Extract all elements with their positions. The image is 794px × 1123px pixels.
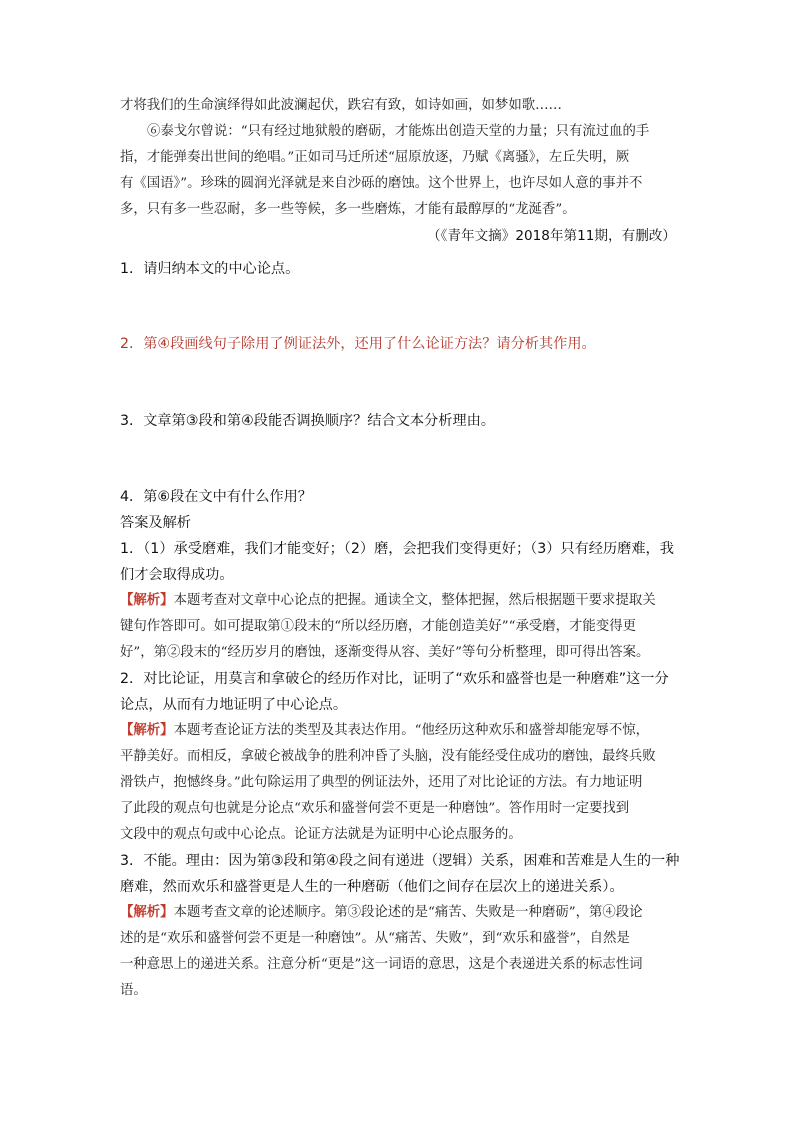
passage-line: 指，才能弹奏出世间的绝唱。”正如司马迁所述“屈原放逐，乃赋《离骚》，左丘失明，厥 [120,150,630,165]
analysis-tag: 【解析】 [120,905,174,920]
question-1: 1．请归纳本文的中心论点。 [120,261,300,277]
passage-excerpt [120,93,676,249]
answer-1-line: 1．（1）承受磨难，我们才能变好；（2）磨，会把我们变得更好；（3）只有经历磨难，我 [120,541,674,557]
explanation-3-line: 一种意思上的递进关系。注意分析“更是”这一词语的意思，这是个表递进关系的标志性词 [120,957,643,972]
answers-section [120,510,680,1004]
explanation-2-line: 了此段的观点句也就是分论点“欢乐和盛誉何尝不更是一种磨蚀”。答作用时一定要找到 [120,801,630,816]
explanation-2-line: 滑铁卢，抱憾终身。”此句除运用了典型的例证法外，还用了对比论证的方法。有力地证明 [120,775,643,790]
question-4: 4．第⑥段在文中有什么作用？ [120,489,312,505]
passage-source: （《青年文摘》2018年第11期，有删改） [427,228,676,244]
explanation-2-line: 【解析】本题考查论证方法的类型及其表达作用。“他经历这种欢乐和盛誉却能宠辱不惊， [120,723,650,738]
passage-line: 多，只有多一些忍耐，多一些等候，多一些磨炼，才能有最醇厚的“龙涎香”。 [120,202,576,217]
answer-3-line: 3．不能。理由：因为第③段和第④段之间有递进（逻辑）关系，困难和苦难是人生的一种 [120,853,680,869]
question-3: 3．文章第③段和第④段能否调换顺序？结合文本分析理由。 [120,413,495,429]
explanation-3-line: 述的是“欢乐和盛誉何尝不更是一种磨蚀”。从“痛苦、失败”，到“欢乐和盛誉”，自然是 [120,931,630,946]
explanation-1-line: 键句作答即可。如可提取第①段末的“所以经历磨，才能创造美好”“承受磨，才能变得更 [120,619,636,634]
passage-line: 才将我们的生命演绎得如此波澜起伏，跌宕有致，如诗如画，如梦如歌…… [120,98,562,113]
passage-line: ⑥泰戈尔曾说：“只有经过地狱般的磨砺，才能炼出创造天堂的力量；只有流过血的手 [147,124,650,139]
analysis-tag: 【解析】 [120,723,174,738]
explanation-2-line: 平静美好。而相反，拿破仑被战争的胜利冲昏了头脑，没有能经受住成功的磨蚀，最终兵败 [120,749,656,764]
answer-2-line: 论点，从而有力地证明了中心论点。 [120,697,348,713]
analysis-tag: 【解析】 [120,593,174,608]
explanation-2-line: 文段中的观点句或中心论点。论证方法就是为证明中心论点服务的。 [120,827,522,842]
explanation-1-line: 【解析】本题考查对文章中心论点的把握。通读全文，整体把握，然后根据题干要求提取关 [120,593,656,608]
explanation-3-line: 语。 [120,983,147,998]
question-2: 2．第④段画线句子除用了例证法外，还用了什么论证方法？请分析其作用。 [120,336,596,352]
passage-line: 有《国语》”。珍珠的圆润光泽就是来自沙砾的磨蚀。这个世界上，也许尽如人意的事并不 [120,176,643,191]
answer-2-line: 2．对比论证，用莫言和拿破仑的经历作对比，证明了“欢乐和盛誉也是一种磨难”这一分 [120,671,669,687]
explanation-1-line: 好”，第②段末的“经历岁月的磨蚀，逐渐变得从容、美好”等句分析整理，即可得出答案。 [120,645,650,660]
answer-3-line: 磨难，然而欢乐和盛誉更是人生的一种磨砺（他们之间存在层次上的递进关系）。 [120,879,624,895]
answers-heading: 答案及解析 [120,515,191,531]
explanation-3-line: 【解析】本题考查文章的论述顺序。第③段论述的是“痛苦、失败是一种磨砺”，第④段论 [120,905,643,920]
answer-1-line: 们才会取得成功。 [120,567,234,583]
